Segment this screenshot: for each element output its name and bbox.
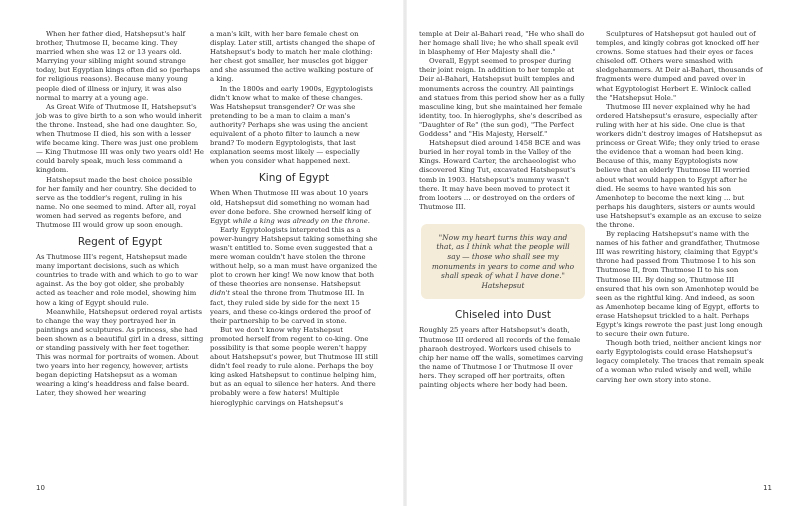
paragraph: Meanwhile, Hatshepsut ordered royal artists to change the way they portrayed her in paintings and sculptures. As princess, she had been shown as a beautiful girl in a dress, sitting or standing passively with her feet together. This was normal for portraits of women. About two years into her regency, however, artists began depicting Hatshepsut as a woman wearing a king's headdress and false beard. Later, they showed her wearing <box>36 307 204 398</box>
paragraph <box>210 226 378 326</box>
left-column-2 <box>210 30 378 408</box>
right-column-1 <box>419 30 587 390</box>
paragraph: As Great Wife of Thutmose II, Hatshepsut's job was to give birth to a son who would inherit the throne. Instead, she had one daughter. So, when Thutmose II died, his son with a lesser wife became king. There was just one problem — King Thutmose III was only two years old! He could barely speak, much less command a kingdom. <box>36 102 204 175</box>
paragraph: Sculptures of Hatshepsut got hauled out of temples, and kingly cobras got knocked off her crowns. Some statues had their eyes or faces chiseled off. Others were smashed with sledgehammers. At Deir al-Bahari, thousands of fragments were dumped and paved over in what Egyptologist Herbert E. Winlock called the "Hatshepsut Hole." <box>596 30 763 102</box>
page-number-right: 11 <box>763 484 772 492</box>
paragraph: In the 1800s and early 1900s, Egyptologists didn't know what to make of these changes. Was Hatshepsut transgender? Or was she pretending to be a man to claim a man's authority? Perhaps she was using the ancient equivalent of a photo filter to launch a new brand? To modern Egyptologists, that last explanation seems most likely — especially when you consider what happened next. <box>210 84 373 166</box>
paragraph: Though both tried, neither ancient kings nor early Egyptologists could erase Hatshepsut's legacy completely. The traces that remain speak of a woman who ruled wisely and well, while carving her own story into stone. <box>596 339 764 384</box>
paragraph: When her father died, Hatshepsut's half brother, Thutmose II, became king. They married when she was 12 or 13 years old. Marrying your sibling might sound strange today, but Egyptian kings often did so (perhaps for religious reasons). Because many young people died of illness or injury, it was also normal to marry at a young age. <box>36 30 201 102</box>
paragraph: Hatshepsut died around 1458 BCE and was buried in her royal tomb in the Valley of the Kings. Howard Carter, the archaeologist who discovered King Tut, excavated Hatshepsut's tomb in 1903. Hatshepsut's mummy wasn't there. It may have been moved to protect it from looters … or destroyed on the orders of Thutmose III. <box>419 139 581 211</box>
paragraph: a man's kilt, with her bare female chest on display. Later still, artists changed the shape of Hatshepsut's body to match her male clothing: her chest got smaller, her muscles got bigger and she assumed the active walking posture of a king. <box>210 30 375 84</box>
emphasis-text: while a king was already on the throne. <box>232 216 370 225</box>
page-number-left: 10 <box>36 484 45 492</box>
paragraph: temple at Deir al-Bahari read, "He who shall do her homage shall live; he who shall speak evil in blasphemy of Her Majesty shall die." <box>419 30 585 57</box>
left-column-1 <box>36 30 204 399</box>
paragraph: As Thutmose III's regent, Hatshepsut made many important decisions, such as which countries to trade with and which to go to war against. As the boy got older, she probably acted as teacher and role model, showing him how a king of Egypt should rule. <box>36 253 198 307</box>
emphasis-text: didn't <box>210 289 230 298</box>
paragraph: By replacing Hatshepsut's name with the names of his father and grandfather, Thutmose III was rewriting history, claiming that Egypt's throne had passed from Thutmose I to his son Thutmose II, from Thutmose II to his son Thutmose III. By doing so, Thutmose III ensured that his own son Amenhotep would be seen as the rightful king. And indeed, as soon as Amenhotep became king of Egypt, efforts to erase Hatshepsut trickled to a halt. Perhaps Egypt's kings rewrote the past just long enough to secure their own future. <box>596 230 763 339</box>
right-column-2 <box>596 30 764 385</box>
section-heading-king: King of Egypt <box>258 172 330 185</box>
left-page <box>0 0 403 506</box>
paragraph: Roughly 25 years after Hatshepsut's death, Thutmose III ordered all records of the female pharaoh destroyed. Workers used chisels to chip her name off the walls, sometimes carving the name of Thutmose I or Thutmose II over hers. They scraped off her portraits, often painting objects where her body had been. <box>419 326 584 389</box>
paragraph-text: steal the throne from Thutmose III. In fact, they ruled side by side for the next 15 years, and these co-kings ordered the proof of their partnership to be carved in stone. <box>210 289 371 325</box>
paragraph: Thutmose III never explained why he had ordered Hatshepsut's erasure, especially after ruling with her at his side. One clue is that workers didn't destroy images of Hatshepsut as princess or Great Wife; they only tried to erase the evidence that a woman had been king. Because of this, many Egyptologists now believe that an elderly Thutmose III worried about what would happen to Egypt after he died. He seems to have wanted his son Amenhotep to become the next king … but perhaps his daughters, sisters or aunts would use Hatshepsut's example as an excuse to seize the throne. <box>596 102 762 229</box>
paragraph: Hatshepsut made the best choice possible for her family and her country. She decided to serve as the toddler's regent, ruling in his name. No one seemed to mind. After all, royal women had served as regents before, and Thutmose III would grow up soon enough. <box>36 175 197 229</box>
paragraph: But we don't know why Hatshepsut promoted herself from regent to co-king. One possibility is that some people weren't happy about Hatshepsut's power, but Thutmose III still didn't feel ready to rule alone. Perhaps the boy king asked Hatshepsut to continue helping him, but as an equal to silence her haters. And there probably were a few haters! Multiple hieroglyphic carvings on Hatshepsut's <box>210 325 378 407</box>
paragraph <box>210 189 378 225</box>
paragraph-text: Early Egyptologists interpreted this as a power-hungry Hatshepsut taking something she wasn't entitled to. Some even suggested that a mere woman couldn't have stolen the throne without help, so a man must have organized the plot to crown her king! We now know that both of these theories are nonsense. Hatshepsut <box>210 225 378 289</box>
pull-quote-author: Hatshepsut <box>481 280 525 290</box>
pull-quote-text: "Now my heart turns this way and that, as I think what the people will say — those who shall see my monuments in years to come and who shall speak of what I have done." <box>431 232 575 281</box>
right-page <box>407 0 810 506</box>
section-heading-chiseled: Chiseled into Dust <box>455 309 551 322</box>
pull-quote-box <box>421 224 585 300</box>
paragraph-text: When When Thutmose III was about 10 years old, Hatshepsut did something no woman had ever done before. She crowned herself king of Egypt <box>210 189 371 225</box>
section-heading-regent: Regent of Egypt <box>77 236 163 249</box>
paragraph: Overall, Egypt seemed to prosper during their joint reign. In addition to her temple at Deir al-Bahari, Hatshepsut built temples and monuments across the country. All paintings and statues from this period show her as a fully masculine king, but she maintained her female identity, too. In hieroglyphs, she's described as "Daughter of Re" (the sun god), "The Perfect Goddess" and "His Majesty, Herself." <box>419 57 585 139</box>
